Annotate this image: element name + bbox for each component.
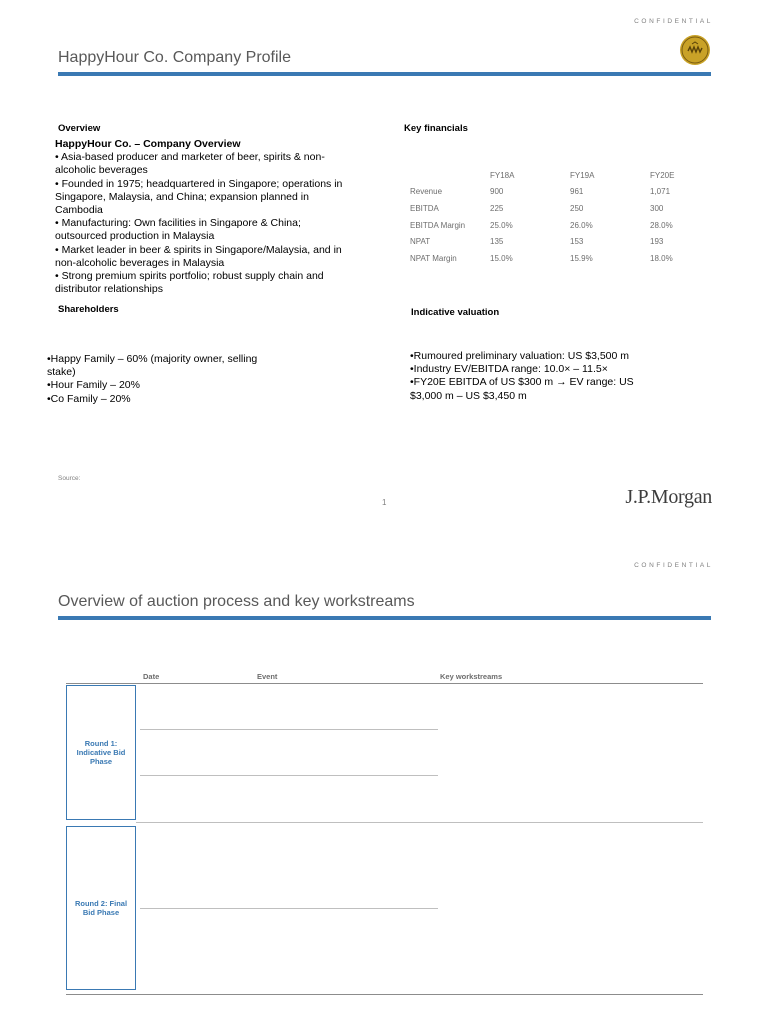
overview-bullet: • Strong premium spirits portfolio; robust supply chain and distributor relationships [55, 270, 324, 296]
overview-bullet: • Asia-based producer and marketer of beer, spirits & non-alcoholic beverages [55, 151, 325, 177]
valuation-heading: Indicative valuation [411, 307, 500, 318]
table-header-rule [66, 683, 703, 684]
shareholder-item: •Hour Family – 20% [47, 379, 140, 392]
valuation-item: •Rumoured preliminary valuation: US $3,500 m [410, 350, 630, 362]
shareholder-item: •Happy Family – 60% (majority owner, selling stake) [47, 353, 258, 379]
table-cell: 153 [570, 237, 584, 247]
event-column-header: Event [257, 672, 278, 681]
page-number: 1 [382, 498, 387, 507]
table-cell: EBITDA [410, 203, 439, 213]
round-2-box [66, 826, 136, 990]
round-1-label: Round 1: Indicative Bid Phase [76, 739, 126, 766]
shareholders-heading: Shareholders [58, 304, 119, 315]
table-cell: 900 [490, 187, 504, 197]
row-divider [140, 729, 438, 730]
key-financials-heading: Key financials [404, 123, 468, 134]
valuation-list [410, 350, 660, 403]
table-cell: 300 [650, 203, 664, 213]
jpmorgan-logo: J.P.Morgan [625, 486, 712, 508]
table-cell: 15.0% [490, 253, 513, 263]
section-divider [136, 822, 703, 823]
table-cell: NPAT [410, 237, 431, 247]
happyhour-logo-icon [680, 35, 710, 65]
table-header-cell: FY20E [650, 170, 675, 180]
table-cell: 961 [570, 187, 584, 197]
table-cell: 135 [490, 237, 504, 247]
table-header-cell: FY18A [490, 170, 515, 180]
table-header-cell [410, 167, 490, 184]
table-row [410, 250, 710, 267]
page-title: HappyHour Co. Company Profile [58, 49, 291, 66]
table-row [410, 184, 710, 201]
table-cell: NPAT Margin [410, 253, 457, 263]
overview-bullet: • Market leader in beer & spirits in Singapore/Malaysia, and in non-alcoholic beverages in Malaysia [55, 243, 342, 269]
overview-heading: Overview [58, 123, 101, 134]
source-note: Source: [58, 475, 81, 482]
table-header-row [410, 167, 710, 184]
table-header-cell: FY19A [570, 170, 595, 180]
row-divider [140, 775, 438, 776]
table-cell: 15.9% [570, 253, 593, 263]
table-cell: 250 [570, 203, 584, 213]
shareholders-list [47, 353, 275, 406]
round-1-box [66, 685, 136, 820]
table-cell: 225 [490, 203, 504, 213]
valuation-item: •FY20E EBITDA of US $300 m → EV range: US $3,000 m – US $3,450 m [410, 376, 634, 402]
table-bottom-rule [66, 994, 703, 995]
title-rule [58, 616, 711, 620]
date-column-header: Date [143, 672, 160, 681]
round-2-label: Round 2: Final Bid Phase [74, 899, 128, 917]
overview-bullet: • Founded in 1975; headquartered in Singapore; operations in Singapore, Malaysia, and China; expansion planned in Cambodia [55, 177, 343, 217]
table-cell: EBITDA Margin [410, 220, 466, 230]
workstreams-column-header: Key workstreams [440, 672, 503, 681]
table-cell: 25.0% [490, 220, 513, 230]
table-cell: 26.0% [570, 220, 593, 230]
key-financials-table [410, 167, 710, 267]
confidential-label: CONFIDENTIAL [634, 18, 713, 25]
table-cell: 1,071 [650, 187, 671, 197]
overview-section [55, 138, 350, 296]
valuation-item: •Industry EV/EBITDA range: 10.0× – 11.5× [410, 363, 608, 376]
title-rule [58, 72, 711, 76]
table-row [410, 217, 710, 234]
table-row [410, 233, 710, 250]
company-overview-heading: HappyHour Co. – Company Overview [55, 138, 241, 150]
confidential-label: CONFIDENTIAL [634, 562, 713, 569]
page-title: Overview of auction process and key workstreams [58, 593, 415, 610]
shareholder-item: •Co Family – 20% [47, 392, 131, 405]
table-cell: Revenue [410, 187, 443, 197]
row-divider [140, 908, 438, 909]
overview-bullet: • Manufacturing: Own facilities in Singapore & China; outsourced production in Malaysia [55, 217, 301, 243]
table-cell: 28.0% [650, 220, 673, 230]
table-row [410, 200, 710, 217]
table-cell: 193 [650, 237, 664, 247]
table-cell: 18.0% [650, 253, 673, 263]
